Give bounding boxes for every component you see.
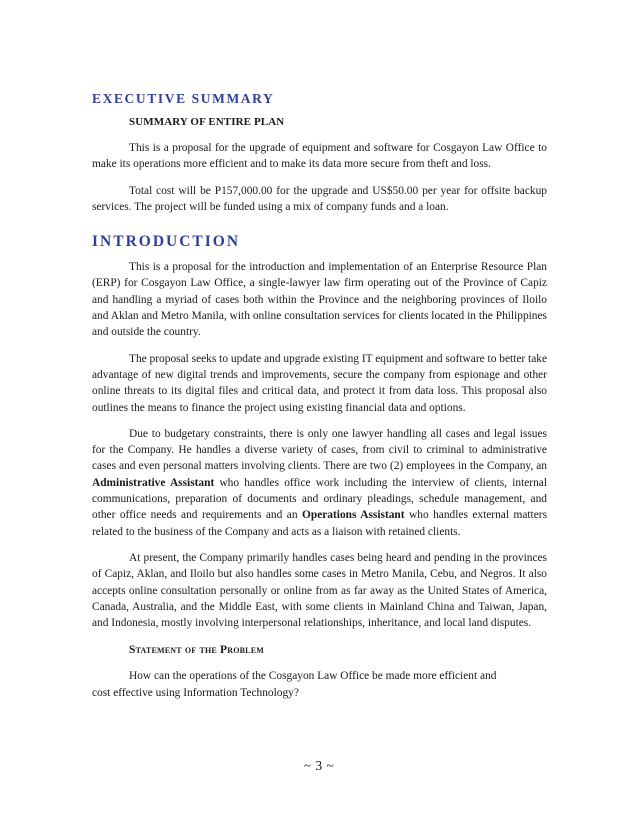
intro-paragraph-4: At present, the Company primarily handles cases being heard and pending in the provinces of Capiz, Aklan, and Iloilo but also handles some cases in Metro Manila, Cebu, and Negros. It also accepts online consultation personally or online from as far away as the United States of America, Canada, Australia, and the Middle East, with some clients in Mainland China and Taiwan, Japan, and Indonesia, mostly involving interpersonal relationships, inheritance, and local land disputes. <box>92 551 547 630</box>
administrative-assistant-term: Administrative Assistant <box>92 476 215 489</box>
page-number: ~ 3 ~ <box>303 758 335 773</box>
operations-assistant-term: Operations Assistant <box>302 509 405 522</box>
summary-paragraph-1: This is a proposal for the upgrade of equipment and software for Cosgayon Law Office to make its operations more efficient and to make its data more secure from theft and loss. <box>92 142 547 171</box>
problem-statement-heading: Statement of the Problem <box>129 644 265 657</box>
intro-paragraph-3-part-c: who handles office work including the interview of clients, internal communications, preparation of documents and ordinary pleadings, schedule management, and other office needs and requirements and an <box>92 476 547 522</box>
executive-summary-heading: EXECUTIVE SUMMARY <box>92 91 275 106</box>
intro-paragraph-3-part-e: who handles external matters related to the business of the Company and acts as a liaison with retained clients. <box>92 509 548 538</box>
intro-paragraph-1: This is a proposal for the introduction and implementation of an Enterprise Resource Plan (ERP) for Cosgayon Law Office, a single-lawyer law firm operating out of the Province of Capiz and handling a myriad of cases both within the Province and the neighboring provinces of Iloilo and Aklan and Metro Manila, with online consultation services for clients located in the Philippines and outside the country. <box>92 261 547 339</box>
summary-paragraph-2: Total cost will be P157,000.00 for the upgrade and US$50.00 per year for offsite backup services. The project will be funded using a mix of company funds and a loan. <box>92 184 547 213</box>
introduction-heading: INTRODUCTION <box>92 233 241 251</box>
intro-paragraph-3 <box>92 426 547 540</box>
intro-paragraph-2: The proposal seeks to update and upgrade existing IT equipment and software to better take advantage of new digital trends and improvements, secure the company from espionage and other online threats to its digital files and critical data, and protect it from data loss. This proposal also outlines the means to finance the project using existing financial data and options. <box>92 352 547 414</box>
page-content <box>92 90 547 701</box>
intro-paragraph-3-part-a: Due to budgetary constraints, there is only one lawyer handling all cases and legal issues for the Company. He handles a diverse variety of cases, from civil to criminal to administrative cases and even personal matters involving clients. There are two (2) employees in the Company, an <box>92 427 547 473</box>
problem-question-line-1: How can the operations of the Cosgayon Law Office be made more efficient and <box>129 670 497 683</box>
summary-subheading: SUMMARY OF ENTIRE PLAN <box>129 116 285 128</box>
problem-question <box>92 668 547 701</box>
problem-question-line-2: cost effective using Information Technology? <box>92 686 299 699</box>
